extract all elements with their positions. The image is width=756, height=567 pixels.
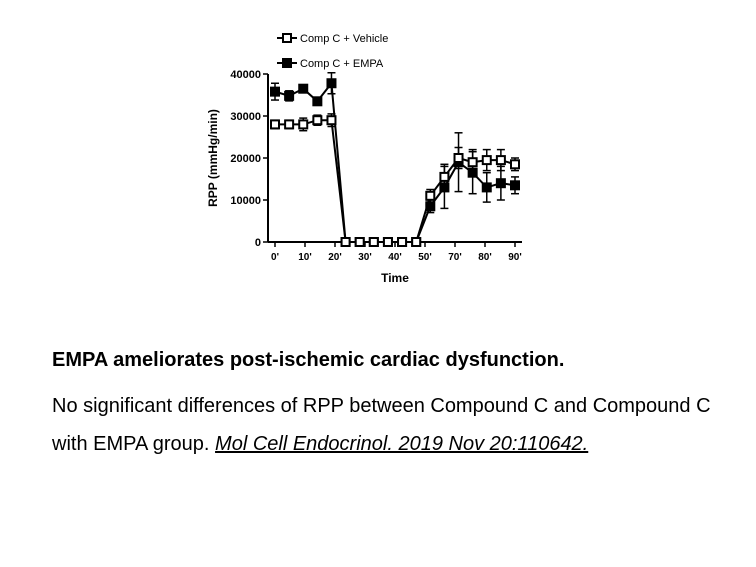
caption-body <box>52 387 742 463</box>
x-tick-label: 50' <box>418 252 432 263</box>
x-tick-label: 30' <box>358 252 372 263</box>
data-point <box>356 238 364 246</box>
series-vehicle <box>271 114 519 246</box>
data-point <box>313 116 321 124</box>
y-tick-label: 0 <box>254 237 261 249</box>
data-point <box>412 238 420 246</box>
data-point <box>370 238 378 246</box>
x-tick-label: 20' <box>328 252 342 263</box>
data-point <box>455 154 463 162</box>
y-tick-label: 40000 <box>230 69 261 81</box>
x-tick-label: 10' <box>298 252 312 263</box>
series-line <box>275 83 515 242</box>
data-point <box>285 92 293 100</box>
data-point <box>440 173 448 181</box>
data-point <box>483 156 491 164</box>
series-line <box>275 120 515 242</box>
x-tick-label: 0' <box>271 252 279 263</box>
data-point <box>511 181 519 189</box>
data-point <box>327 116 335 124</box>
data-point <box>299 85 307 93</box>
data-point <box>327 79 335 87</box>
x-tick-label: 90' <box>508 252 522 263</box>
data-point <box>384 238 392 246</box>
data-point <box>497 156 505 164</box>
data-point <box>271 120 279 128</box>
legend-marker <box>283 59 291 67</box>
x-axis-label: Time <box>381 271 409 285</box>
legend-entry <box>277 33 388 45</box>
plot-area <box>271 73 519 246</box>
data-point <box>299 120 307 128</box>
data-point <box>398 238 406 246</box>
legend <box>277 33 388 70</box>
data-point <box>426 192 434 200</box>
data-point <box>313 97 321 105</box>
data-point <box>483 183 491 191</box>
legend-label: Comp C + Vehicle <box>300 33 389 45</box>
data-point <box>271 88 279 96</box>
x-tick-label: 40' <box>388 252 402 263</box>
data-point <box>511 160 519 168</box>
caption-title: EMPA ameliorates post-ischemic cardiac dysfunction. <box>52 349 565 371</box>
y-tick-label: 30000 <box>230 111 261 123</box>
axes <box>230 69 522 263</box>
legend-entry <box>277 58 384 70</box>
data-point <box>469 158 477 166</box>
citation-link[interactable]: Mol Cell Endocrinol. 2019 Nov 20:110642. <box>215 433 589 455</box>
y-tick-label: 20000 <box>230 153 261 165</box>
x-tick-label: 80' <box>478 252 492 263</box>
data-point <box>342 238 350 246</box>
legend-label: Comp C + EMPA <box>300 58 384 70</box>
data-point <box>497 179 505 187</box>
legend-marker <box>283 34 291 42</box>
y-axis-label: RPP (mmHg/min) <box>206 109 220 207</box>
data-point <box>285 120 293 128</box>
x-tick-label: 70' <box>448 252 462 263</box>
y-tick-label: 10000 <box>230 195 261 207</box>
caption-text: No significant differences of RPP between Compound C and Compound C with EMPA group. <box>52 395 711 455</box>
